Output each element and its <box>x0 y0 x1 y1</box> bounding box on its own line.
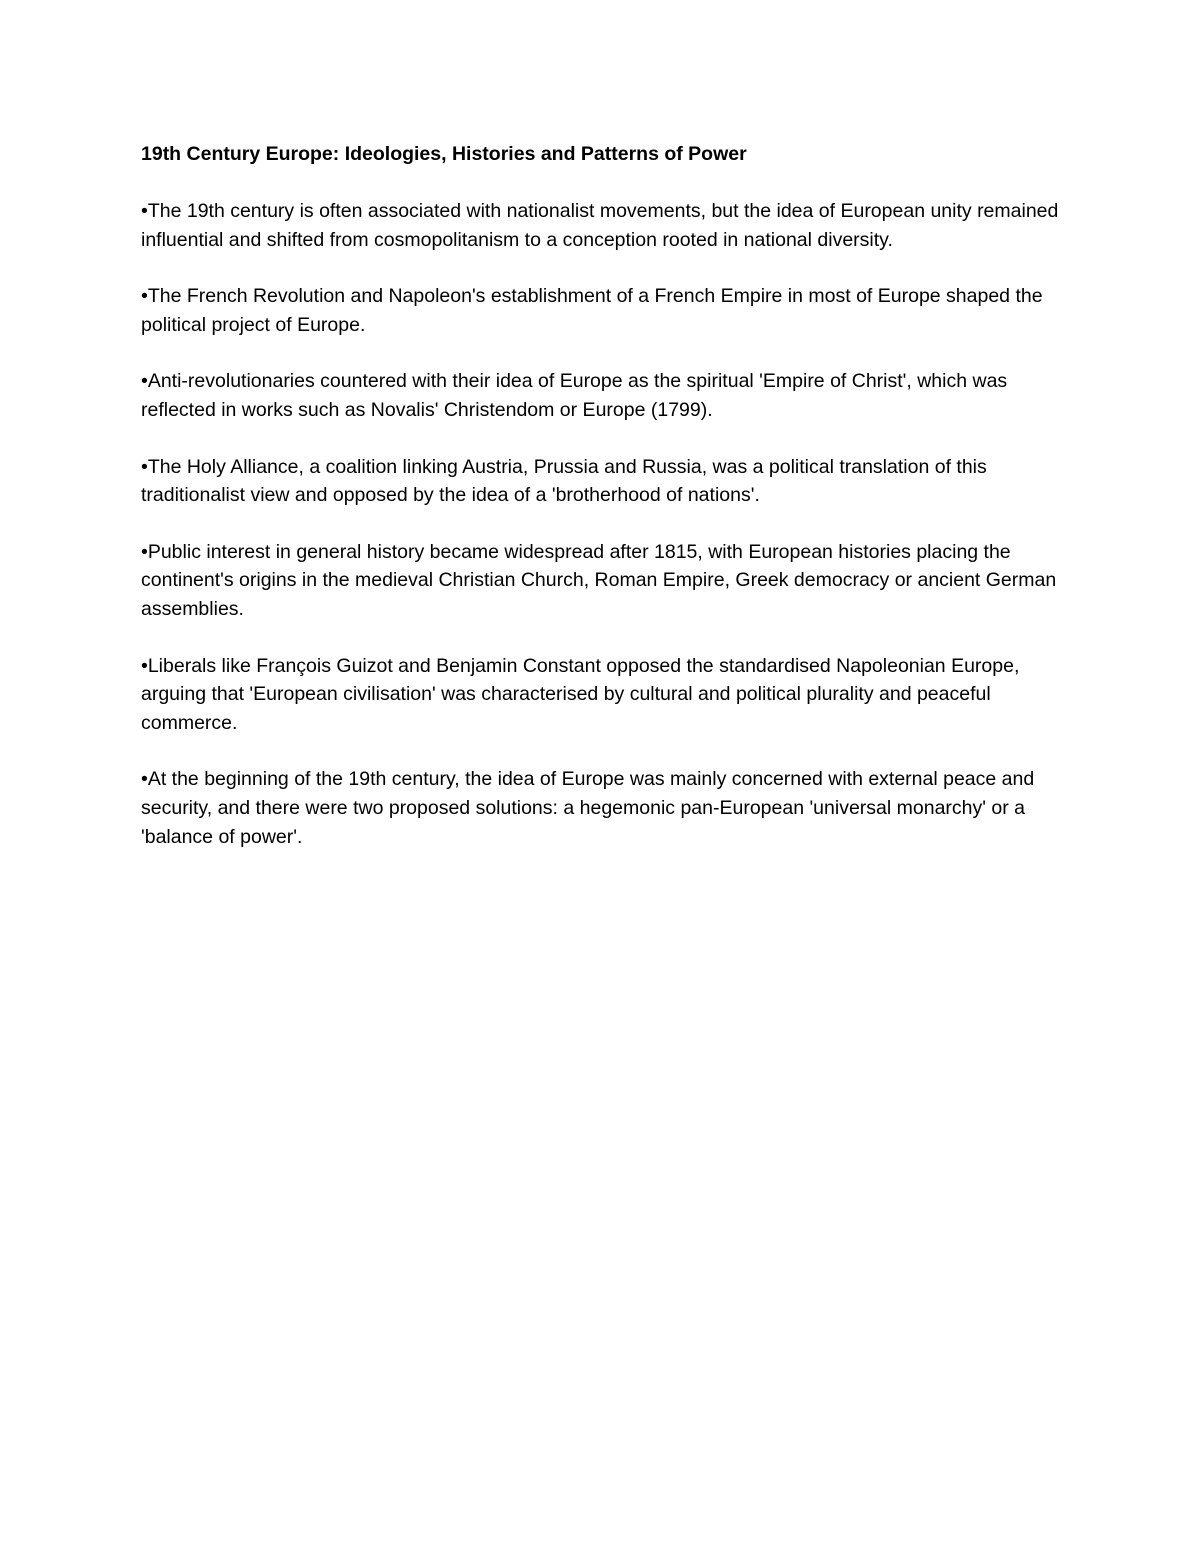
bullet-paragraph: •The 19th century is often associated with nationalist movements, but the idea of European unity remained influential and shifted from cosmopolitanism to a conception rooted in national diversity. <box>141 200 1059 251</box>
bullet-paragraph: •Public interest in general history became widespread after 1815, with European histories placing the continent's origins in the medieval Christian Church, Roman Empire, Greek democracy or ancient German assemblies. <box>141 540 1057 620</box>
document-title: 19th Century Europe: Ideologies, Histories and Patterns of Power <box>141 143 747 165</box>
bullet-paragraph: •Liberals like François Guizot and Benjamin Constant opposed the standardised Napoleonian Europe, arguing that 'European civilisation' was characterised by cultural and political plurality and peaceful commerce. <box>141 654 1020 734</box>
bullet-paragraph: •At the beginning of the 19th century, the idea of Europe was mainly concerned with external peace and security, and there were two proposed solutions: a hegemonic pan-European 'universal monarchy' or a 'balance of power'. <box>141 768 1035 848</box>
bullet-paragraph: •The Holy Alliance, a coalition linking Austria, Prussia and Russia, was a political translation of this traditionalist view and opposed by the idea of a 'brotherhood of nations'. <box>141 455 987 507</box>
bullet-paragraph: •The French Revolution and Napoleon's establishment of a French Empire in most of Europe shaped the political project of Europe. <box>141 285 1043 336</box>
document-body <box>141 140 1066 851</box>
bullet-paragraph: •Anti-revolutionaries countered with their idea of Europe as the spiritual 'Empire of Christ', which was reflected in works such as Novalis' Christendom or Europe (1799). <box>141 370 1008 421</box>
